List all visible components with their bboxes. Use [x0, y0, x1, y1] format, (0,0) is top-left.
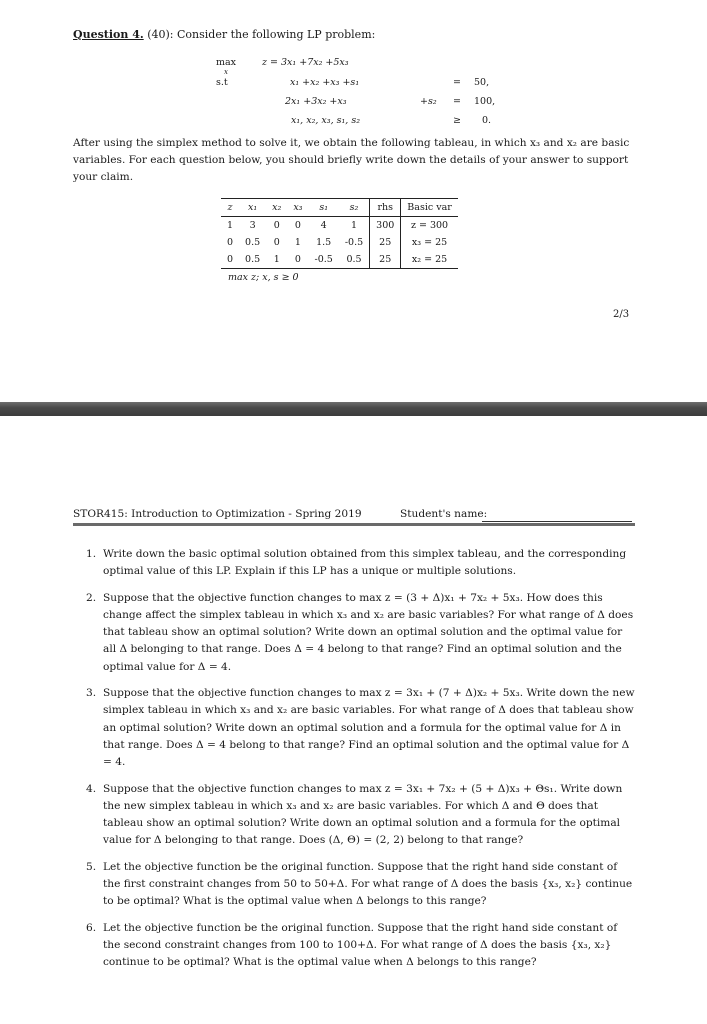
header-rule: [73, 523, 635, 526]
tableau-header: s₂: [339, 199, 370, 217]
question-text: Suppose that the objective function changes to max z = 3x₁ + (7 + Δ)x₂ + 5x₃. Write down the new simplex tableau in which x₃ and x₂ are basic variables. For what range of Δ does that tableau show an optimal solution? Write down an optimal solution and a formula for the optimal value for Δ in that range. Does Δ = 4 belong to that range? Find an optimal solution and the optimal value for Δ = 4.: [103, 687, 635, 769]
tableau-header: x₃: [287, 199, 308, 217]
question-list: [86, 546, 636, 981]
table-cell: 0: [287, 251, 308, 269]
question-number: 5.: [86, 860, 97, 873]
table-cell: 0: [273, 220, 280, 231]
list-item: [86, 546, 636, 581]
question-intro: Consider the following LP problem:: [176, 28, 376, 41]
table-cell: 0: [294, 220, 301, 231]
question-number: 6.: [86, 921, 97, 934]
simplex-tableau: [221, 198, 458, 269]
table-cell: 1: [350, 220, 358, 231]
lp-c2-rhs: 100,: [474, 96, 496, 107]
tableau-header: x₁: [239, 199, 266, 217]
course-header: STOR415: Introduction to Optimization - Spring 2019: [73, 508, 362, 520]
question-text: Suppose that the objective function changes to max z = 3x₁ + 7x₂ + (5 + Δ)x₃ + Θs₁. Write down the new simplex tableau in which x₃ and x₂ are basic variables. For which Δ and Θ does that tableau show an optimal solution? Write down an optimal solution and a formula for the optimal value for Δ belonging to that range. Does (Δ, Θ) = (2, 2) belong to that range?: [103, 782, 623, 847]
table-cell: x₂ = 25: [401, 251, 458, 269]
page-separator: [0, 402, 707, 416]
page-top: [0, 0, 707, 395]
tableau-header: rhs: [370, 199, 401, 217]
student-name-label: Student's name:: [400, 508, 488, 520]
intro-paragraph: After using the simplex method to solve it, we obtain the following tableau, in which x₃ and x₂ are basic variables. For each question below, you should briefly write down the details of your answer to support your claim.: [73, 137, 630, 183]
lp-nn-rhs: 0.: [482, 115, 492, 126]
lp-constraint-2: 2x₁ +3x₂ +x₃: [285, 96, 347, 107]
table-cell: 3: [249, 220, 256, 231]
question-text: Let the objective function be the original function. Suppose that the right hand side constant of the second constraint changes from 100 to 100+Δ. For what range of Δ does the basis {x₃, x₂} continue to be optimal? What is the optimal value when Δ belongs to this range?: [103, 921, 618, 969]
lp-objective: z = 3x₁ +7x₂ +5x₃: [262, 57, 349, 68]
tableau-header: z: [221, 199, 239, 217]
tableau-header-row: [221, 199, 458, 217]
table-row: [221, 217, 458, 235]
table-cell: 0.5: [339, 251, 370, 269]
list-item: [86, 859, 636, 911]
table-cell: 0: [221, 251, 239, 269]
question-heading: Question 4.: [73, 28, 144, 41]
table-cell: 4: [320, 220, 327, 231]
table-cell: 1: [227, 220, 234, 231]
lp-max-sub: x: [224, 68, 228, 76]
table-cell: -0.5: [344, 237, 364, 248]
lp-c1-rel: =: [453, 77, 461, 88]
lp-nn-rel: ≥: [453, 115, 461, 126]
page-bottom: [0, 418, 707, 1024]
table-cell: 300: [370, 217, 401, 235]
table-cell: 0.5: [245, 237, 261, 248]
table-cell: 25: [370, 251, 401, 269]
lp-constraint-1: x₁ +x₂ +x₃ +s₁: [290, 77, 360, 88]
lp-c2-rel: =: [453, 96, 461, 107]
lp-c1-rhs: 50,: [474, 77, 490, 88]
tableau-header: x₂: [266, 199, 287, 217]
table-cell: z = 300: [401, 217, 458, 235]
list-item: [86, 920, 636, 972]
lp-c2-slack: +s₂: [420, 96, 437, 107]
question-text: Let the objective function be the original function. Suppose that the right hand side constant of the first constraint changes from 50 to 50+Δ. For what range of Δ does the basis {x₃, x₂} continue to be optimal? What is the optimal value when Δ belongs to this range?: [103, 860, 633, 908]
list-item: [86, 590, 636, 676]
table-cell: 1: [266, 251, 287, 269]
question-number: 3.: [86, 687, 97, 700]
table-cell: -0.5: [309, 251, 339, 269]
question-number: 2.: [86, 591, 97, 604]
table-cell: 1: [294, 237, 301, 248]
table-cell: 0: [227, 237, 234, 248]
table-row: [221, 234, 458, 251]
list-item: [86, 781, 636, 850]
list-item: [86, 685, 636, 771]
question-number: 1.: [86, 548, 97, 560]
table-cell: x₃ = 25: [401, 234, 458, 251]
lp-st-label: s.t: [216, 77, 228, 88]
tableau-note: max z; x, s ≥ 0: [228, 272, 299, 283]
lp-nonneg: x₁, x₂, x₃, s₁, s₂: [291, 115, 361, 126]
page-number: 2/3: [613, 309, 630, 320]
lp-max-label: max: [216, 57, 237, 68]
tableau-header: Basic var: [401, 199, 458, 217]
question-text: Write down the basic optimal solution obtained from this simplex tableau, and the corresponding optimal value of this LP. Explain if this LP has a unique or multiple solutions.: [103, 548, 627, 578]
table-cell: 0.5: [239, 251, 266, 269]
tableau-header: s₁: [309, 199, 339, 217]
question-points: (40):: [147, 28, 174, 41]
question-number: 4.: [86, 782, 97, 795]
table-cell: 25: [370, 234, 401, 251]
table-cell: 1.5: [316, 237, 332, 248]
question-text: Suppose that the objective function changes to max z = (3 + Δ)x₁ + 7x₂ + 5x₃. How does this change affect the simplex tableau in which x₃ and x₂ are basic variables? For what range of Δ does that tableau show an optimal solution? Write down an optimal solution and the optimal value for all Δ belonging to that range. Does Δ = 4 belong to that range? Find an optimal solution and the optimal value for Δ = 4.: [103, 591, 634, 673]
table-row: [221, 251, 458, 269]
question-title: [73, 28, 375, 41]
table-cell: 0: [273, 237, 280, 248]
student-name-field: [482, 509, 632, 522]
